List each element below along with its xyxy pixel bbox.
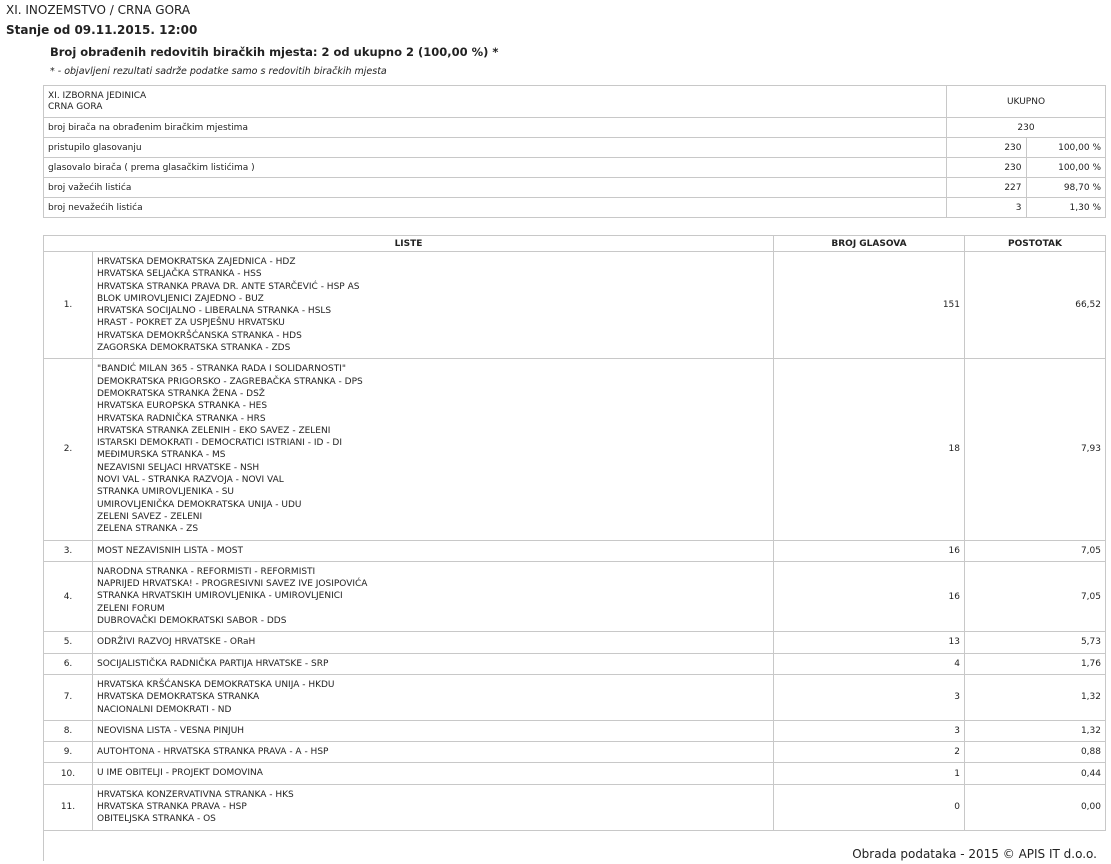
processed-summary: Broj obrađenih redovitih biračkih mjesta: 2 od ukupno 2 (100,00 %) *: [50, 45, 499, 59]
list-votes: 1: [774, 763, 965, 784]
list-votes: 151: [774, 252, 965, 359]
stats-row: [44, 138, 1106, 158]
party-name: ISTARSKI DEMOKRATI - DEMOCRATICI ISTRIANI - ID - DI: [97, 438, 343, 449]
stats-row: [44, 118, 1106, 138]
list-parties: [93, 763, 774, 784]
party-name: HRVATSKA DEMOKRATSKA ZAJEDNICA - HDZ: [97, 257, 296, 267]
party-name: HRVATSKA EUROPSKA STRANKA - HES: [97, 401, 268, 412]
list-parties: [93, 653, 774, 674]
party-name: BLOK UMIROVLJENICI ZAJEDNO - BUZ: [97, 293, 264, 304]
status-date: Stanje od 09.11.2015. 12:00: [6, 23, 198, 37]
list-votes: 2: [774, 742, 965, 763]
stats-value: 227: [947, 178, 1027, 198]
list-row: [44, 359, 1106, 540]
list-percentage: 0,44: [965, 763, 1106, 784]
list-parties: [93, 540, 774, 561]
list-number: 8.: [44, 720, 93, 741]
stats-label: broj nevažećih listića: [44, 198, 947, 218]
party-name: ODRŽIVI RAZVOJ HRVATSKE - ORaH: [97, 637, 256, 648]
list-number: 7.: [44, 674, 93, 720]
lists-table: [43, 235, 1106, 861]
list-row: [44, 653, 1106, 674]
list-row: [44, 540, 1106, 561]
stats-value: 230: [947, 158, 1027, 178]
party-name: HRVATSKA STRANKA PRAVA DR. ANTE STARČEVIĆ - HSP AS: [97, 281, 360, 292]
party-name: MEĐIMURSKA STRANKA - MS: [97, 450, 226, 461]
list-row: [44, 784, 1106, 830]
list-percentage: 0,88: [965, 742, 1106, 763]
list-votes: 4: [774, 653, 965, 674]
stats-row: [44, 198, 1106, 218]
stats-row: [44, 158, 1106, 178]
party-name: AUTOHTONA - HRVATSKA STRANKA PRAVA - A - HSP: [97, 747, 329, 758]
stats-pct: 100,00 %: [1026, 138, 1106, 158]
list-parties: [93, 561, 774, 631]
electoral-unit-label: XI. IZBORNA JEDINICA: [48, 90, 147, 101]
stats-pct: 100,00 %: [1026, 158, 1106, 178]
header-liste: LISTE: [44, 236, 774, 252]
list-percentage: 7,93: [965, 359, 1106, 540]
list-percentage: 66,52: [965, 252, 1106, 359]
party-name: NACIONALNI DEMOKRATI - ND: [97, 704, 232, 715]
party-name: MOST NEZAVISNIH LISTA - MOST: [97, 545, 243, 556]
stats-label: broj važećih listića: [44, 178, 947, 198]
party-name: ZELENA STRANKA - ZS: [97, 524, 199, 535]
list-number: 3.: [44, 540, 93, 561]
stats-table: [43, 85, 1106, 218]
party-name: HRVATSKA RADNIČKA STRANKA - HRS: [97, 413, 266, 424]
party-name: HRVATSKA STRANKA PRAVA - HSP: [97, 801, 247, 812]
list-votes: 18: [774, 359, 965, 540]
list-votes: 16: [774, 540, 965, 561]
stats-row: [44, 178, 1106, 198]
list-votes: 0: [774, 784, 965, 830]
party-name: NEZAVISNI SELJACI HRVATSKE - NSH: [97, 462, 260, 473]
list-percentage: 5,73: [965, 632, 1106, 653]
list-percentage: 7,05: [965, 540, 1106, 561]
list-row: [44, 674, 1106, 720]
total-header: UKUPNO: [947, 86, 1106, 118]
list-percentage: 1,32: [965, 674, 1106, 720]
party-name: U IME OBITELJI - PROJEKT DOMOVINA: [97, 768, 263, 779]
list-parties: [93, 784, 774, 830]
stats-value: 3: [947, 198, 1027, 218]
party-name: DEMOKRATSKA PRIGORSKO - ZAGREBAČKA STRANKA - DPS: [97, 376, 363, 387]
list-number: 6.: [44, 653, 93, 674]
stats-label: pristupilo glasovanju: [44, 138, 947, 158]
header-pct: POSTOTAK: [965, 236, 1106, 252]
party-name: STRANKA UMIROVLJENIKA - SU: [97, 487, 235, 498]
party-name: NOVI VAL - STRANKA RAZVOJA - NOVI VAL: [97, 475, 284, 486]
list-row: [44, 742, 1106, 763]
list-number: 5.: [44, 632, 93, 653]
breadcrumb: XI. INOZEMSTVO / CRNA GORA: [6, 3, 191, 17]
party-name: HRAST - POKRET ZA USPJEŠNU HRVATSKU: [97, 318, 285, 329]
list-percentage: 0,00: [965, 784, 1106, 830]
party-name: HRVATSKA KONZERVATIVNA STRANKA - HKS: [97, 789, 294, 800]
list-percentage: 1,32: [965, 720, 1106, 741]
party-name: NAPRIJED HRVATSKA! - PROGRESIVNI SAVEZ IVE JOSIPOVIĆA: [97, 579, 368, 590]
list-parties: [93, 674, 774, 720]
header-votes: BROJ GLASOVA: [774, 236, 965, 252]
party-name: UMIROVLJENIČKA DEMOKRATSKA UNIJA - UDU: [97, 499, 302, 510]
party-name: OBITELJSKA STRANKA - OS: [97, 814, 216, 825]
list-parties: [93, 742, 774, 763]
list-parties: [93, 252, 774, 359]
list-parties: [93, 632, 774, 653]
party-name: DUBROVAČKI DEMOKRATSKI SABOR - DDS: [97, 616, 287, 627]
stats-value: 230: [947, 138, 1027, 158]
list-row: [44, 252, 1106, 359]
list-number: 4.: [44, 561, 93, 631]
party-name: HRVATSKA KRŠĆANSKA DEMOKRATSKA UNIJA - HKDU: [97, 679, 335, 690]
party-name: HRVATSKA SELJAČKA STRANKA - HSS: [97, 269, 262, 280]
party-name: HRVATSKA SOCIJALNO - LIBERALNA STRANKA - HSLS: [97, 306, 332, 317]
party-name: ZAGORSKA DEMOKRATSKA STRANKA - ZDS: [97, 343, 291, 354]
stats-pct: 1,30 %: [1026, 198, 1106, 218]
list-votes: 3: [774, 674, 965, 720]
stats-pct: 98,70 %: [1026, 178, 1106, 198]
list-row: [44, 632, 1106, 653]
stats-label: broj birača na obrađenim biračkim mjestima: [44, 118, 947, 138]
party-name: HRVATSKA DEMOKRATSKA STRANKA: [97, 692, 260, 703]
party-name: ZELENI SAVEZ - ZELENI: [97, 511, 203, 522]
list-parties: [93, 359, 774, 540]
list-number: 11.: [44, 784, 93, 830]
list-votes: 13: [774, 632, 965, 653]
electoral-unit-cell: [44, 86, 947, 118]
list-row: [44, 561, 1106, 631]
party-name: NEOVISNA LISTA - VESNA PINJUH: [97, 725, 245, 736]
list-parties: [93, 720, 774, 741]
list-row: [44, 720, 1106, 741]
list-number: 10.: [44, 763, 93, 784]
list-row: [44, 763, 1106, 784]
list-number: 9.: [44, 742, 93, 763]
party-name: HRVATSKA STRANKA ZELENIH - EKO SAVEZ - ZELENI: [97, 425, 331, 436]
party-name: SOCIJALISTIČKA RADNIČKA PARTIJA HRVATSKE - SRP: [97, 658, 329, 669]
stats-label: glasovalo birača ( prema glasačkim listićima ): [44, 158, 947, 178]
list-votes: 16: [774, 561, 965, 631]
party-name: DEMOKRATSKA STRANKA ŽENA - DSŽ: [97, 388, 265, 399]
list-number: 2.: [44, 359, 93, 540]
footnote: * - objavljeni rezultati sadrže podatke samo s redovitih biračkih mjesta: [50, 66, 387, 77]
party-name: "BANDIĆ MILAN 365 - STRANKA RADA I SOLIDARNOSTI": [97, 364, 347, 375]
party-name: ZELENI FORUM: [97, 603, 165, 614]
party-name: HRVATSKA DEMOKRŠĆANSKA STRANKA - HDS: [97, 330, 302, 341]
party-name: NARODNA STRANKA - REFORMISTI - REFORMISTI: [97, 566, 316, 577]
electoral-unit-country: CRNA GORA: [48, 101, 103, 112]
footer-credit: Obrada podataka - 2015 © APIS IT d.o.o.: [852, 847, 1097, 861]
list-number: 1.: [44, 252, 93, 359]
party-name: STRANKA HRVATSKIH UMIROVLJENIKA - UMIROVLJENICI: [97, 591, 343, 602]
list-votes: 3: [774, 720, 965, 741]
list-percentage: 1,76: [965, 653, 1106, 674]
list-percentage: 7,05: [965, 561, 1106, 631]
stats-value: 230: [947, 118, 1106, 138]
